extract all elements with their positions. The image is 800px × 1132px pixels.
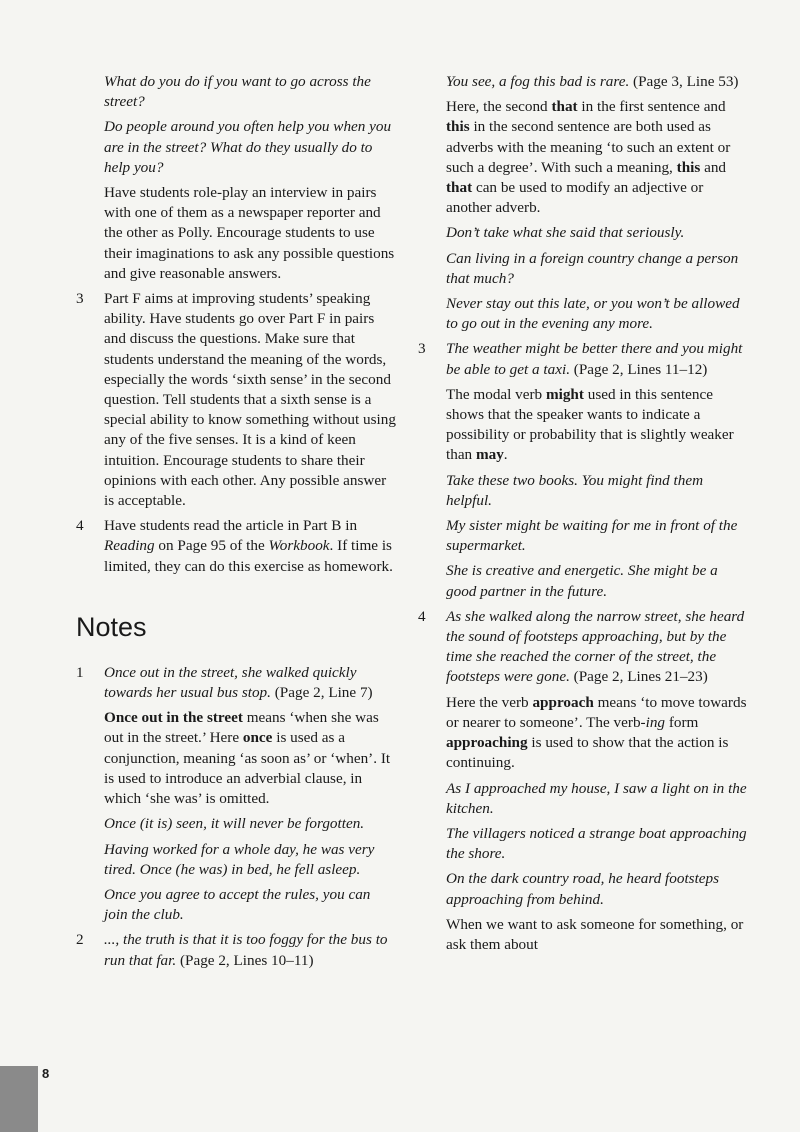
item-text: Have students read the article in Part B in Reading on Page 95 of the Workbook. If time is limited, they can do this exercise as homework. <box>104 517 393 575</box>
item-number: 4 <box>76 517 84 535</box>
note-explanation: When we want to ask someone for something, or ask them about <box>446 915 744 953</box>
list-item-3 <box>76 289 396 511</box>
example-sentence: As I approached my house, I saw a light on in the kitchen. <box>446 779 747 817</box>
example-sentence: Can living in a foreign country change a person that much? <box>446 249 739 287</box>
question-1: What do you do if you want to go across the street? <box>104 73 371 111</box>
example-sentence: On the dark country road, he heard footsteps approaching from behind. <box>446 870 720 908</box>
example-sentence: Having worked for a whole day, he was very tired. Once (he was) in bed, he fell asleep. <box>104 840 375 878</box>
example-quote: You see, a fog this bad is rare. (Page 3, Line 53) <box>446 73 739 90</box>
note-explanation: Once out in the street means ‘when she was out in the street.’ Here once is used as a conjunction, meaning ‘as soon as’ or ‘when’. It is used to introduce an adverbial clause, in which ‘she was’ is omitted. <box>104 709 391 808</box>
note-3 <box>418 339 748 601</box>
note-quote: ..., the truth is that it is too foggy for the bus to run that far. (Page 2, Lines 10–11) <box>104 931 388 969</box>
roleplay-instructions: Have students role-play an interview in pairs with one of them as a newspaper reporter and the other as Polly. Encourage students to use their imaginations to ask any possible questions and give reasonable answers. <box>104 184 395 282</box>
note-quote: As she walked along the narrow street, she heard the sound of footsteps approaching, but by the time she reached the corner of the street, the footsteps were gone. (Page 2, Lines 21–23) <box>446 607 745 686</box>
example-sentence: She is creative and energetic. She might be a good partner in the future. <box>446 562 718 600</box>
notes-heading: Notes <box>76 611 147 642</box>
right-column <box>418 72 748 960</box>
example-sentence: Once (it is) seen, it will never be forgotten. <box>104 815 365 833</box>
item-number: 3 <box>76 290 84 308</box>
note-number: 2 <box>76 931 84 949</box>
example-sentence: Don’t take what she said that seriously. <box>446 224 685 242</box>
page-tab <box>0 1066 38 1132</box>
note-quote: The weather might be better there and you might be able to get a taxi. (Page 2, Lines 11–12) <box>446 340 743 378</box>
note-2-continued <box>418 72 748 334</box>
example-sentence: The villagers noticed a strange boat approaching the shore. <box>446 824 747 863</box>
note-4 <box>418 607 748 955</box>
note-explanation: Here, the second that in the first sentence and this in the second sentence are both used as adverbs with the meaning ‘to such an extent or such a degree’. With such a meaning, this and that can be used to modify an adjective or another adverb. <box>446 98 731 217</box>
note-explanation: Here the verb approach means ‘to move towards or nearer to someone’. The verb-ing form approaching is used to show that the action is continuing. <box>446 693 747 772</box>
note-number: 1 <box>76 663 84 681</box>
example-sentence: My sister might be waiting for me in front of the supermarket. <box>446 517 738 555</box>
example-sentence: Take these two books. You might find them helpful. <box>446 471 704 509</box>
note-quote: Once out in the street, she walked quickly towards her usual bus stop. (Page 2, Line 7) <box>104 663 373 702</box>
note-explanation: The modal verb might used in this sentence shows that the speaker wants to indicate a possibility or probability that is slightly weaker than may. <box>446 385 734 464</box>
list-item-4 <box>76 516 396 577</box>
question-2: Do people around you often help you when you are in the street? What do they usually do to help you? <box>104 118 392 176</box>
page-number: 8 <box>42 1066 50 1081</box>
left-column <box>76 72 396 976</box>
item-text: Part F aims at improving students’ speaking ability. Have students go over Part F in pairs and discuss the questions. Make sure that students understand the meaning of the words, especially the words ‘sixth sense’ in the second question. Tell students that a sixth sense is a special ability to know something without using any of the five senses. It is a kind of keen intuition. Encourage students to share their opinions with each other. Any possible answer is acceptable. <box>104 290 396 510</box>
note-1 <box>76 663 396 925</box>
example-sentence: Once you agree to accept the rules, you can join the club. <box>104 885 371 924</box>
note-2 <box>76 930 396 970</box>
note-number: 3 <box>418 340 426 358</box>
note-number: 4 <box>418 607 426 625</box>
example-sentence: Never stay out this late, or you won’t be allowed to go out in the evening any more. <box>446 295 740 333</box>
